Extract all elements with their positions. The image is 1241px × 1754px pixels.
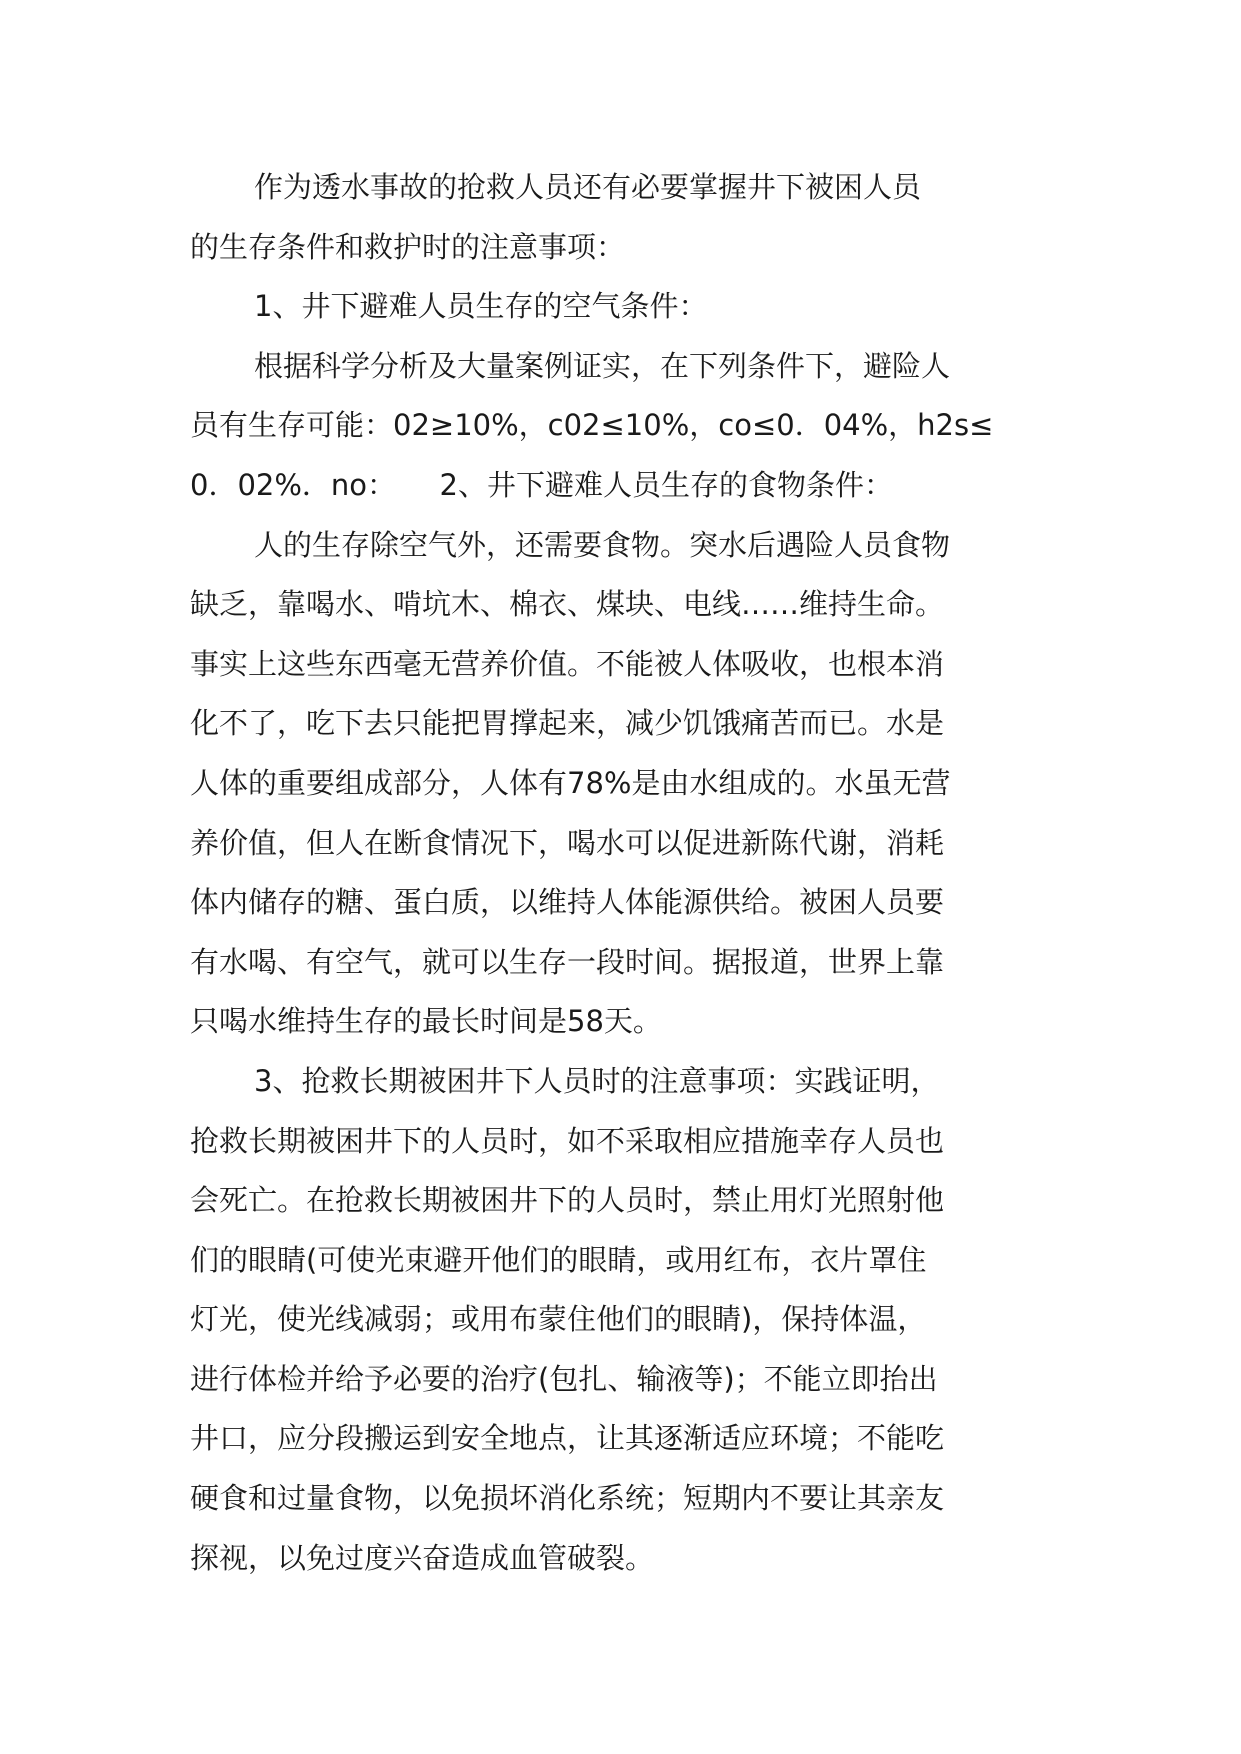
text-line: 井口，应分段搬运到安全地点，让其逐渐适应环境；不能吃	[190, 1421, 945, 1456]
text-line: 硬食和过量食物，以免损坏消化系统；短期内不要让其亲友	[190, 1481, 945, 1516]
text-line: 员有生存可能：02≥10%，c02≤10%，co≤0．04%，h2s≤	[190, 408, 994, 443]
text-line: 灯光，使光线减弱；或用布蒙住他们的眼睛)，保持体温，	[190, 1302, 927, 1337]
text-line: 养价值，但人在断食情况下，喝水可以促进新陈代谢，消耗	[190, 825, 945, 860]
document-body	[190, 158, 1190, 1588]
text-line: 人的生存除空气外，还需要食物。突水后遇险人员食物	[254, 527, 951, 562]
text-line: 抢救长期被困井下的人员时，如不采取相应措施幸存人员也	[190, 1123, 945, 1158]
text-line: 3、抢救长期被困井下人员时的注意事项：实践证明，	[254, 1063, 940, 1098]
text-line: 1、井下避难人员生存的空气条件：	[254, 289, 708, 324]
text-line: 有水喝、有空气，就可以生存一段时间。据报道，世界上靠	[190, 944, 945, 979]
text-line: 化不了，吃下去只能把胃撑起来，减少饥饿痛苦而已。水是	[190, 706, 945, 741]
text-line: 事实上这些东西毫无营养价值。不能被人体吸收，也根本消	[190, 646, 945, 681]
text-line: 缺乏，靠喝水、啃坑木、棉衣、煤块、电线……维持生命。	[190, 587, 945, 622]
text-line: 人体的重要组成部分，人体有78%是由水组成的。水虽无营	[190, 765, 951, 800]
text-line: 的生存条件和救护时的注意事项：	[190, 229, 626, 264]
text-line: 探视，以免过度兴奋造成血管破裂。	[190, 1540, 655, 1575]
text-line: 0．02%．no： 2、井下避难人员生存的食物条件：	[190, 467, 893, 502]
text-line: 根据科学分析及大量案例证实，在下列条件下，避险人	[254, 348, 951, 383]
text-line: 进行体检并给予必要的治疗(包扎、输液等)；不能立即抬出	[190, 1361, 938, 1396]
text-line: 们的眼睛(可使光束避开他们的眼睛，或用红布，衣片罩住	[190, 1242, 927, 1277]
text-line: 只喝水维持生存的最长时间是58天。	[190, 1004, 662, 1039]
text-line: 作为透水事故的抢救人员还有必要掌握井下被困人员	[254, 170, 922, 204]
text-line: 体内储存的糖、蛋白质，以维持人体能源供给。被困人员要	[190, 885, 945, 920]
text-line: 会死亡。在抢救长期被困井下的人员时，禁止用灯光照射他	[190, 1183, 945, 1218]
